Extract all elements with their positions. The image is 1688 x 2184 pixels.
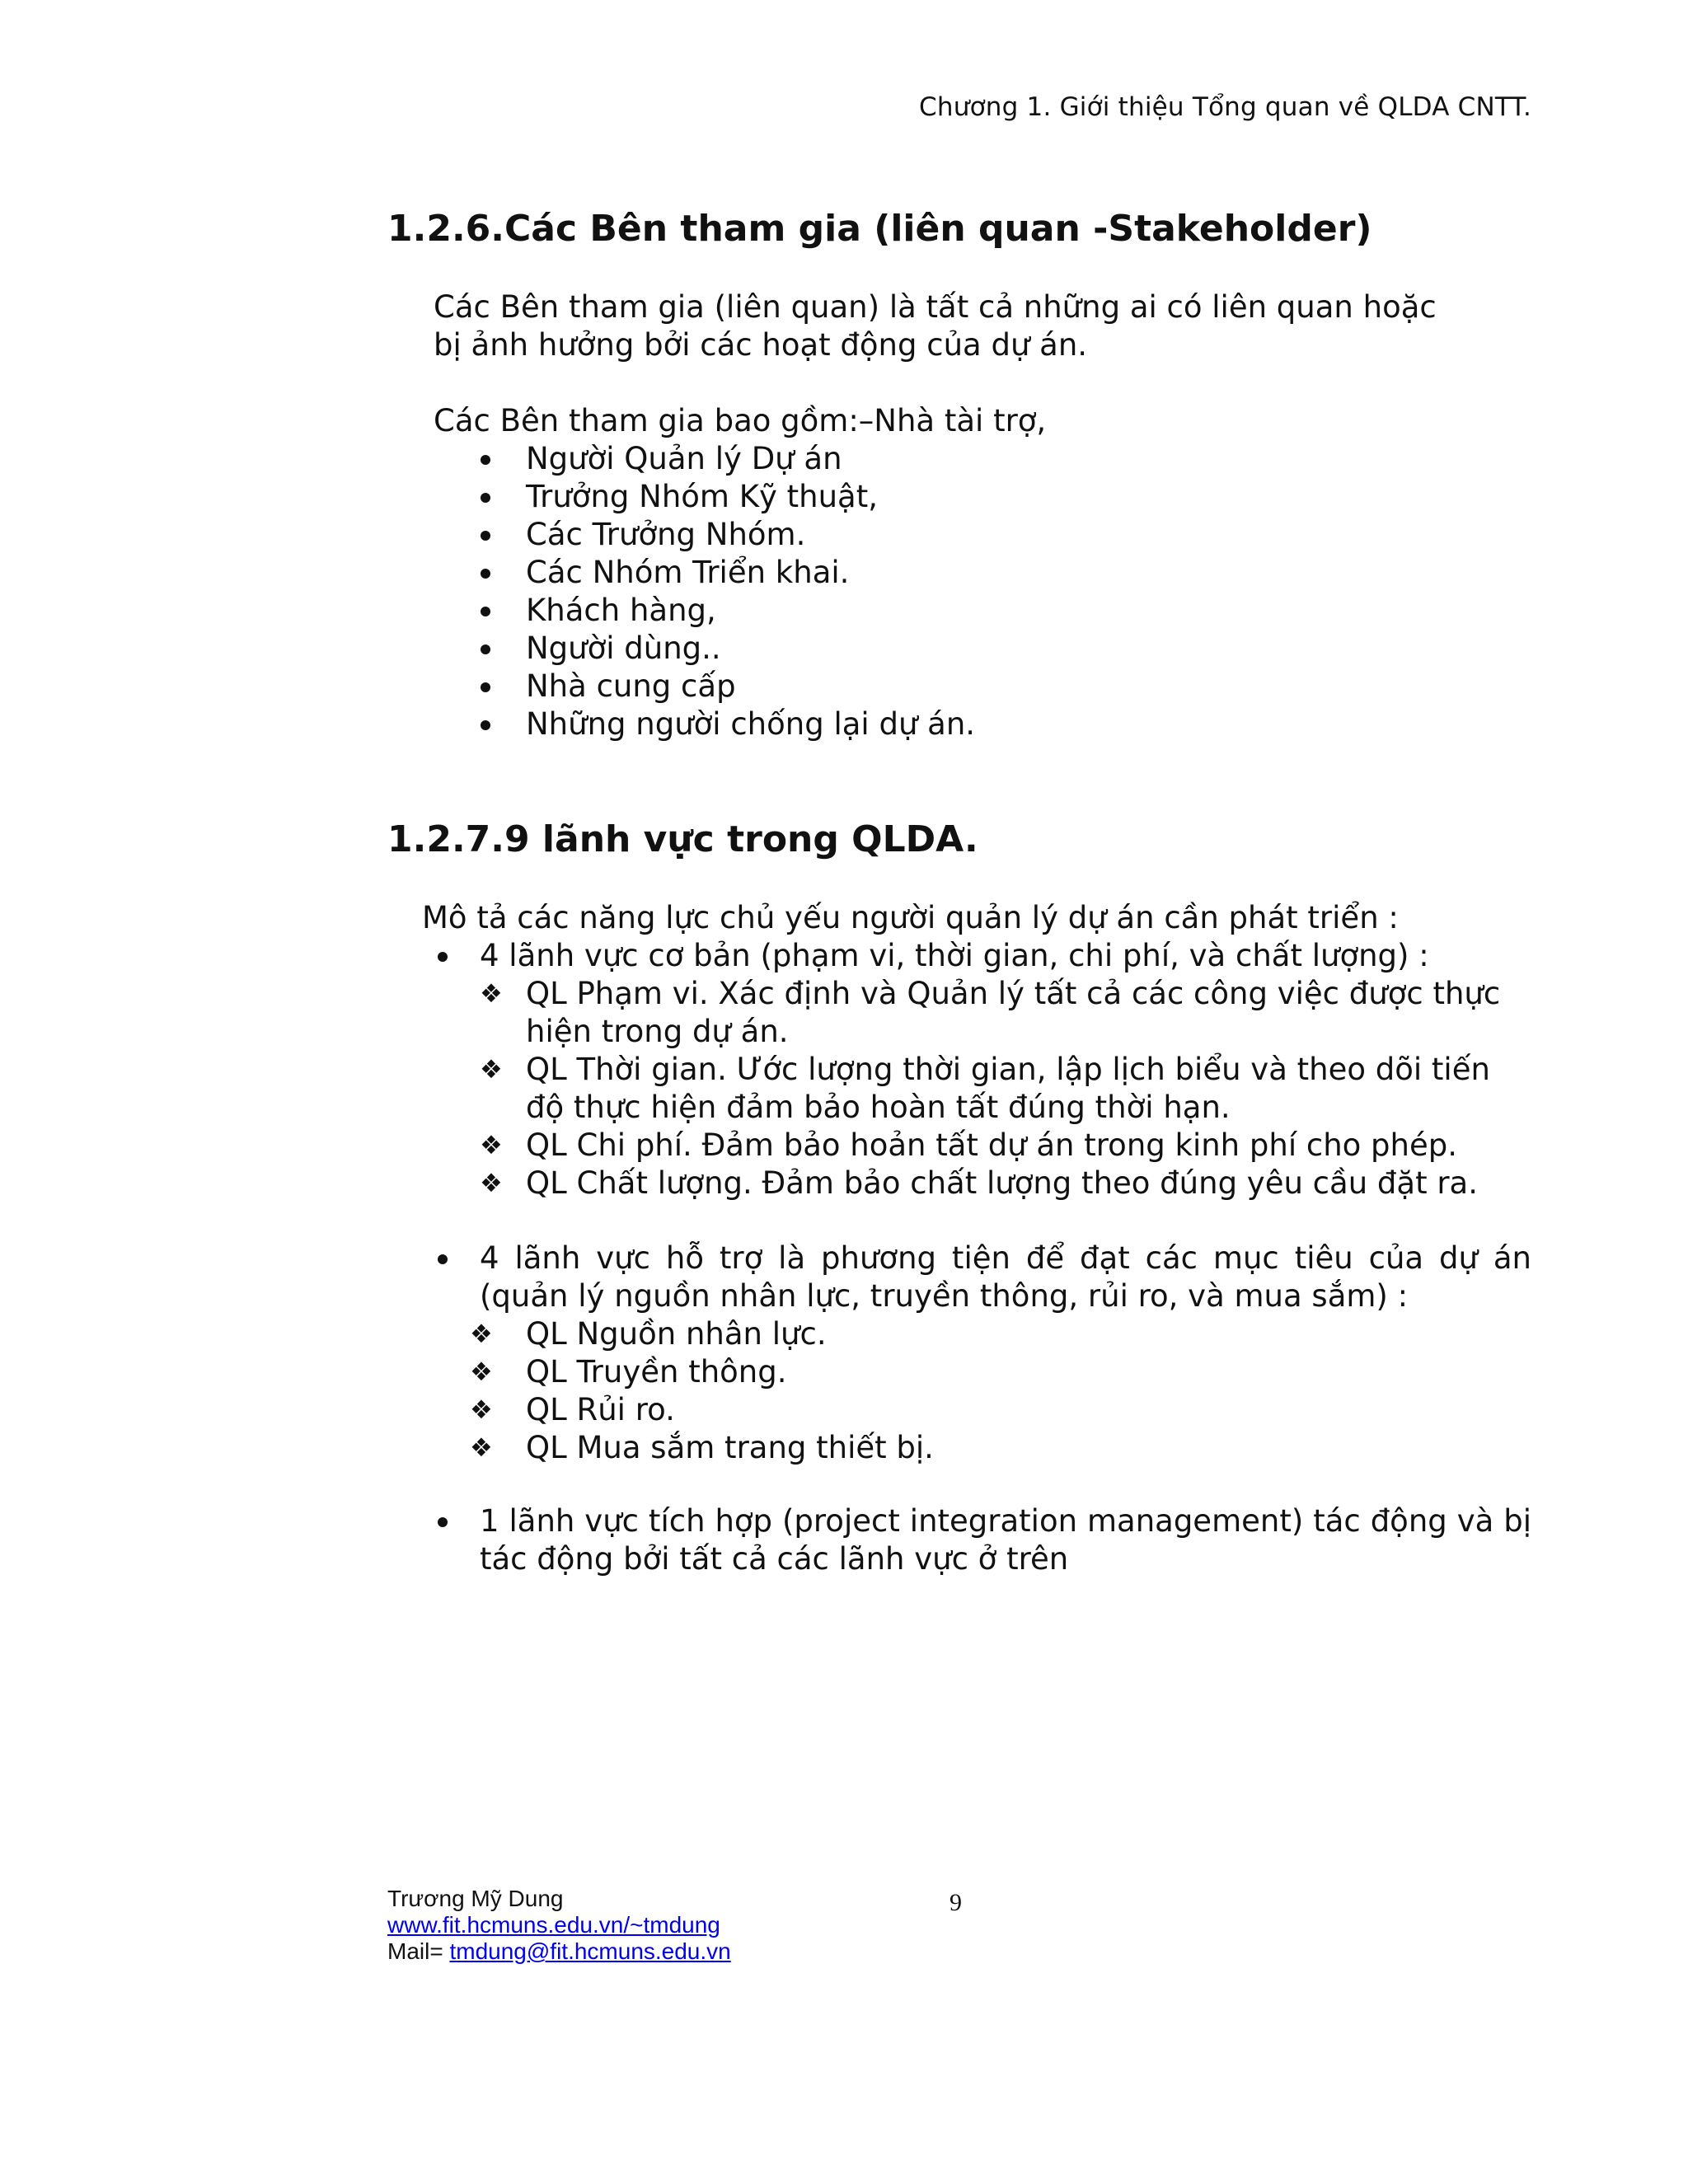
- page-number: 9: [950, 1889, 962, 1916]
- list-item: ❖ QL Phạm vi. Xác định và Quản lý tất cả các công việc được thực hiện trong dự án.: [480, 976, 1501, 1049]
- list-item: ❖ QL Thời gian. Ước lượng thời gian, lập lịch biểu và theo dõi tiến độ thực hiện đảm bảo hoàn tất đúng thời hạn.: [480, 1052, 1490, 1125]
- list-item: Khách hàng,: [526, 592, 1515, 630]
- running-header: Chương 1. Giới thiệu Tổng quan về QLDA CNTT.: [919, 92, 1531, 122]
- core-areas-list: [480, 975, 1533, 1202]
- diamond-bullet-icon: ❖: [470, 1433, 493, 1463]
- stakeholder-definition: Các Bên tham gia (liên quan) là tất cả những ai có liên quan hoặc bị ảnh hưởng bởi các hoạt động của dự án.: [434, 289, 1437, 363]
- list-item: ❖ QL Truyền thông.: [470, 1354, 787, 1390]
- diamond-bullet-icon: ❖: [470, 1395, 493, 1425]
- section-title: Các Bên tham gia (liên quan -Stakeholder): [504, 208, 1372, 250]
- email-link[interactable]: tmdung@fit.hcmuns.edu.vn: [449, 1938, 731, 1964]
- section-heading-knowledge-areas: [387, 818, 978, 860]
- list-item: Người Quản lý Dự án: [526, 440, 1515, 478]
- support-areas-list: [470, 1315, 1533, 1467]
- list-item: Các Nhóm Triển khai.: [526, 554, 1515, 592]
- list-item: ❖ QL Rủi ro.: [470, 1392, 675, 1427]
- integration-area-item: 1 lãnh vực tích hợp (project integration management) tác động và bị tác động bởi tất cả các lãnh vực ở trên: [480, 1502, 1531, 1578]
- bullet-dot-icon: [438, 952, 448, 962]
- list-item: ❖ QL Chi phí. Đảm bảo hoản tất dự án trong kinh phí cho phép.: [480, 1127, 1457, 1163]
- core-areas-item: 4 lãnh vực cơ bản (phạm vi, thời gian, chi phí, và chất lượng) :: [480, 937, 1535, 975]
- bullet-dot-icon: [481, 569, 490, 579]
- bullet-dot-icon: [481, 607, 490, 616]
- section-title: 9 lãnh vực trong QLDA.: [504, 818, 978, 860]
- section-number: 1.2.7.: [387, 818, 504, 860]
- bullet-dot-icon: [481, 644, 490, 654]
- diamond-bullet-icon: ❖: [470, 1319, 493, 1349]
- page-footer: [387, 1886, 731, 1965]
- bullet-dot-icon: [438, 1517, 448, 1527]
- list-item: ❖ QL Mua sắm trang thiết bị.: [470, 1430, 934, 1465]
- stakeholder-list-intro: Các Bên tham gia bao gồm:–Nhà tài trợ,: [434, 403, 1047, 438]
- mail-line: [387, 1938, 731, 1965]
- diamond-bullet-icon: ❖: [480, 979, 503, 1009]
- bullet-dot-icon: [481, 682, 490, 692]
- stakeholder-list: [526, 440, 1515, 743]
- diamond-bullet-icon: ❖: [480, 1169, 503, 1198]
- website-link[interactable]: www.fit.hcmuns.edu.vn/~tmdung: [387, 1912, 720, 1938]
- list-item: Các Trưởng Nhóm.: [526, 516, 1515, 554]
- section-heading-stakeholders: [387, 208, 1372, 250]
- author-name: Trương Mỹ Dung: [387, 1886, 564, 1911]
- bullet-dot-icon: [481, 493, 490, 503]
- list-item: Trưởng Nhóm Kỹ thuật,: [526, 478, 1515, 516]
- bullet-dot-icon: [481, 720, 490, 730]
- diamond-bullet-icon: ❖: [480, 1055, 503, 1085]
- diamond-bullet-icon: ❖: [470, 1357, 493, 1387]
- mail-label: Mail=: [387, 1938, 450, 1964]
- list-item: Nhà cung cấp: [526, 668, 1515, 705]
- bullet-dot-icon: [481, 455, 490, 465]
- competency-intro: Mô tả các năng lực chủ yếu người quản lý dự án cần phát triển :: [422, 900, 1399, 935]
- list-item: Người dùng..: [526, 630, 1515, 668]
- list-item: ❖ QL Nguồn nhân lực.: [470, 1316, 827, 1352]
- bullet-dot-icon: [438, 1254, 448, 1264]
- bullet-dot-icon: [481, 531, 490, 541]
- list-item: Những người chống lại dự án.: [526, 705, 1515, 743]
- support-areas-item: 4 lãnh vực hỗ trợ là phương tiện để đạt các mục tiêu của dự án (quản lý nguồn nhân lực, truyền thông, rủi ro, và mua sắm) :: [480, 1240, 1531, 1315]
- section-number: 1.2.6.: [387, 208, 504, 250]
- list-item: ❖ QL Chất lượng. Đảm bảo chất lượng theo đúng yêu cầu đặt ra.: [480, 1165, 1478, 1201]
- diamond-bullet-icon: ❖: [480, 1131, 503, 1160]
